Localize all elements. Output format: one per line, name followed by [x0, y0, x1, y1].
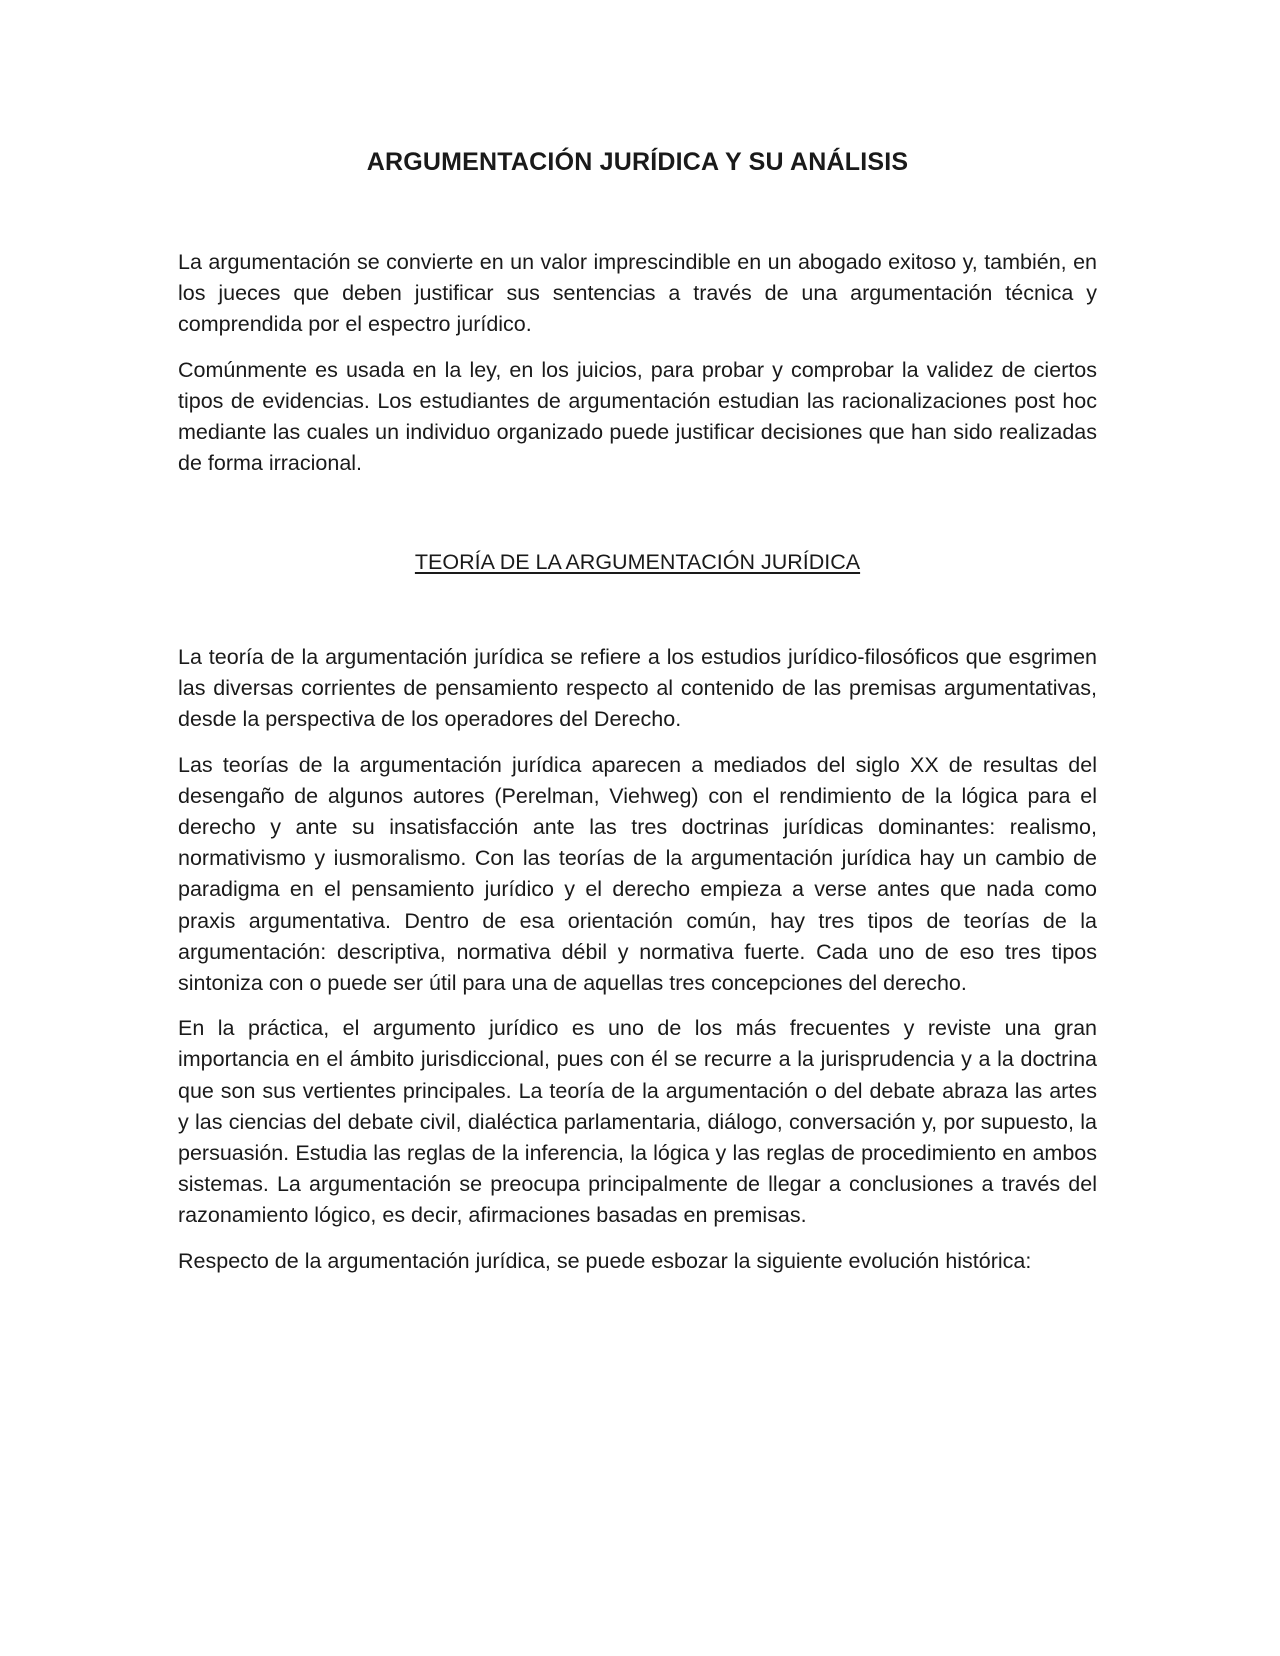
paragraph: En la práctica, el argumento jurídico es uno de los más frecuentes y reviste una gran importancia en el ámbito jurisdiccional, pues con él se recurre a la jurisprudencia y a la doctrina que son sus vertientes principales. La teoría de la argumentación o del debate abraza las artes y las ciencias del debate civil, dialéctica parlamentaria, diálogo, conversación y, por supuesto, la persuasión. Estudia las reglas de la inferencia, la lógica y las reglas de procedimiento en ambos sistemas. La argumentación se preocupa principalmente de llegar a conclusiones a través del razonamiento lógico, es decir, afirmaciones basadas en premisas. — [178, 1016, 1097, 1228]
paragraph: La teoría de la argumentación jurídica se refiere a los estudios jurídico-filosóficos que esgrimen las diversas corrientes de pensamiento respecto al contenido de las premisas argumentativas, desde la perspectiva de los operadores del Derecho. — [178, 645, 1097, 732]
document-title: ARGUMENTACIÓN JURÍDICA Y SU ANÁLISIS — [366, 148, 909, 176]
paragraph: Las teorías de la argumentación jurídica aparecen a mediados del siglo XX de resultas del desengaño de algunos autores (Perelman, Viehweg) con el rendimiento de la lógica para el derecho y ante su insatisfacción ante las tres doctrinas jurídicas dominantes: realismo, normativismo y iusmoralismo. Con las teorías de la argumentación jurídica hay un cambio de paradigma en el pensamiento jurídico y el derecho empieza a verse antes que nada como praxis argumentativa. Dentro de esa orientación común, hay tres tipos de teorías de la argumentación: descriptiva, normativa débil y normativa fuerte. Cada uno de eso tres tipos sintoniza con o puede ser útil para una de aquellas tres concepciones del derecho. — [178, 752, 1097, 996]
paragraph: Respecto de la argumentación jurídica, se puede esbozar la siguiente evolución histórica: — [178, 1248, 1032, 1273]
theory-section — [178, 642, 1097, 1291]
section-heading: TEORÍA DE LA ARGUMENTACIÓN JURÍDICA — [414, 550, 861, 574]
intro-section — [178, 247, 1097, 493]
paragraph: La argumentación se convierte en un valor imprescindible en un abogado exitoso y, también, en los jueces que deben justificar sus sentencias a través de una argumentación técnica y comprendida por el espectro jurídico. — [178, 250, 1097, 337]
paragraph: Comúnmente es usada en la ley, en los juicios, para probar y comprobar la validez de ciertos tipos de evidencias. Los estudiantes de argumentación estudian las racionalizaciones post hoc mediante las cuales un individuo organizado puede justificar decisiones que han sido realizadas de forma irracional. — [178, 357, 1097, 476]
